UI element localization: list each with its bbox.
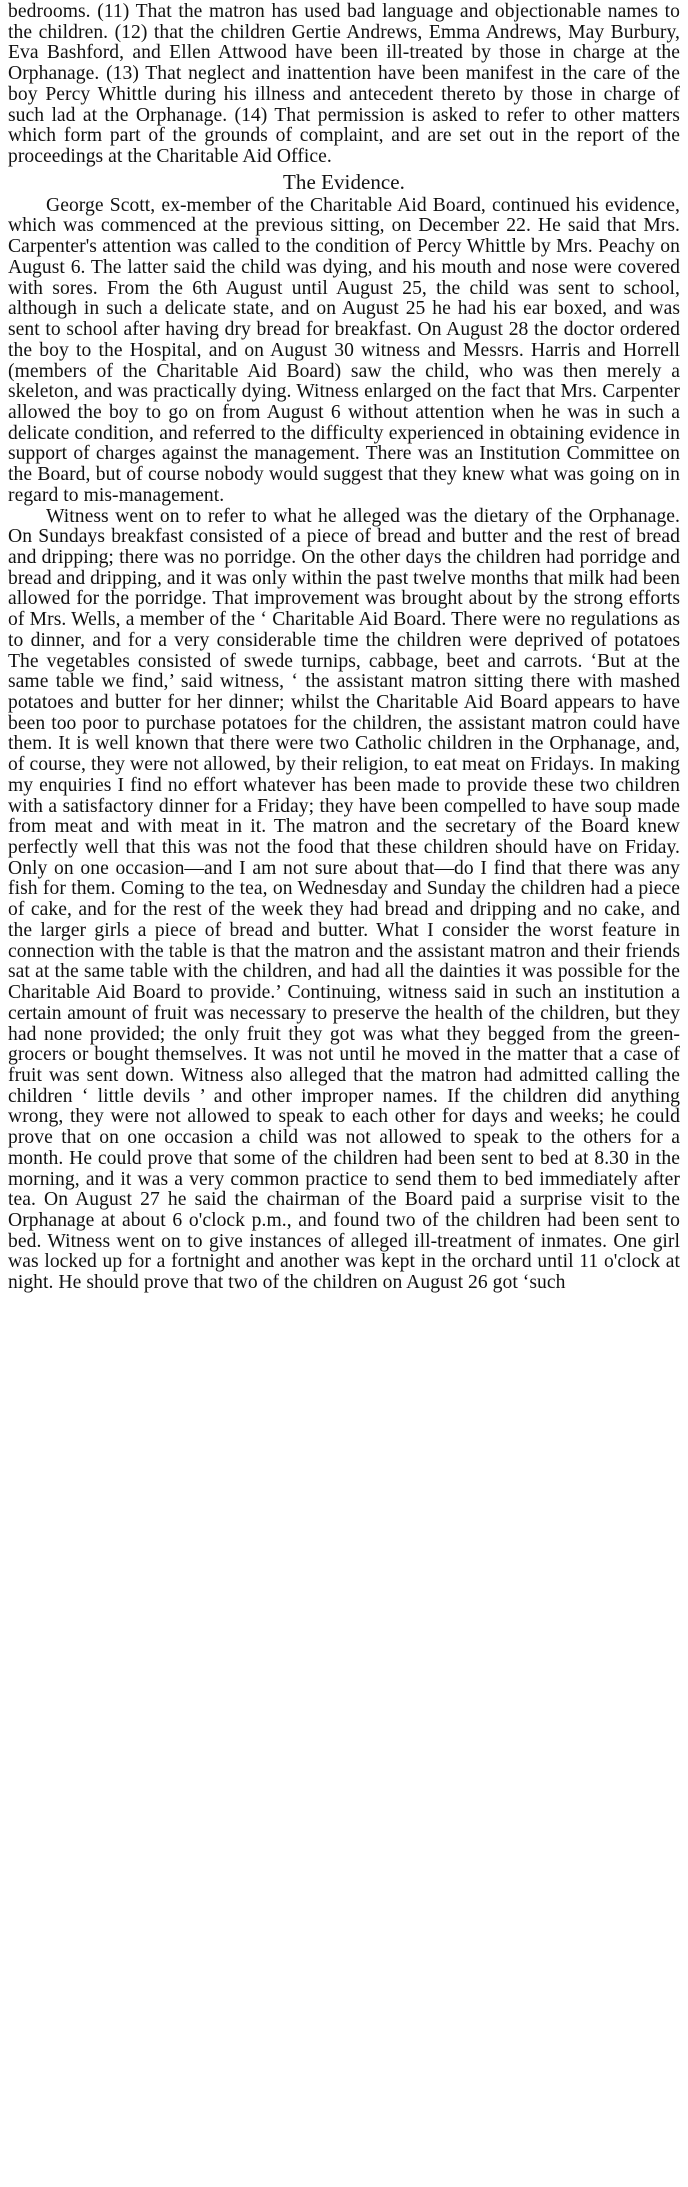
evidence-paragraph-2: Witness went on to refer to what he alleged was the dietary of the Orphanage. On Sundays breakfast consisted of a piece of bread and butter and the rest of bread and dripping; there was no porridge. On the other days the children had porridge and bread and dripping, and it was only within the past twelve months that milk had been allowed for the porridge. That improvement was brought about by the strong efforts of Mrs. Wells, a member of the ‘ Charitable Aid Board. There were no regulations as to dinner, and for a very considerable time the children were deprived of potatoes The vegetables consisted of swede turnips, cabbage, beet and carrots. ‘But at the same table we find,’ said witness, ‘ the assistant matron sitting there with mashed potatoes and butter for her dinner; whilst the Charitable Aid Board appears to have been too poor to purchase potatoes for the children, the assistant matron could have them. It is well known that there were two Catholic children in the Orphanage, and, of course, they were not allowed, by their religion, to eat meat on Fridays. In making my enquiries I find no effort whatever has been made to provide these two children with a satisfactory dinner for a Friday; they have been compelled to have soup made from meat and with meat in it. The matron and the secretary of the Board knew perfectly well that this was not the food that these children should have on Friday. Only on one occasion—and I am not sure about that—do I find that there was any fish for them. Coming to the tea, on Wednesday and Sunday the children had a piece of cake, and for the rest of the week they had bread and dripping and no cake, and the larger girls a piece of bread and butter. What I consider the worst feature in connection with the table is that the matron and the assistant matron and their friends sat at the same table with the children, and had all the dainties it was possible for the Charitable Aid Board to provide.’ Continuing, witness said in such an institution a certain amount of fruit was necessary to preserve the health of the children, but they had none provided; the only fruit they got was what they begged from the green-grocers or bought themselves. It was not until he moved in the matter that a case of fruit was sent down. Witness also alleged that the matron had admitted calling the children ‘ little devils ’ and other improper names. If the children did anything wrong, they were not allowed to speak to each other for days and weeks; he could prove that on one occasion a child was not allowed to speak to the others for a month. He could prove that some of the children had been sent to bed at 8.30 in the morning, and it was a very common practice to send them to bed immediately after tea. On August 27 he said the chairman of the Board paid a surprise visit to the Orphanage at about 6 o'clock p.m., and found two of the children had been sent to bed. Witness went on to give instances of alleged ill-treatment of inmates. One girl was locked up for a fortnight and another was kept in the orchard until 11 o'clock at night. He should prove that two of the children on August 26 got ‘such	[8, 505, 680, 1294]
intro-paragraph: bedrooms. (11) That the matron has used bad language and objectionable names to the children. (12) that the children Gertie Andrews, Emma Andrews, May Burbury, Eva Bashford, and Ellen Attwood have been ill-treated by those in charge at the Orphanage. (13) That neglect and inattention have been manifest in the care of the boy Percy Whittle during his illness and antecedent thereto by those in charge of such lad at the Orphanage. (14) That permission is asked to refer to other matters which form part of the grounds of complaint, and are set out in the report of the proceedings at the Charitable Aid Office.	[8, 1, 680, 168]
evidence-paragraph-1: George Scott, ex-member of the Charitable Aid Board, continued his evidence, which was commenced at the previous sitting, on December 22. He said that Mrs. Carpenter's attention was called to the condition of Percy Whittle by Mrs. Peachy on August 6. The latter said the child was dying, and his mouth and nose were covered with sores. From the 6th August until August 25, the child was sent to school, although in such a delicate state, and on August 25 he had his ear boxed, and was sent to school after having dry bread for breakfast. On August 28 the doctor ordered the boy to the Hospital, and on August 30 witness and Messrs. Harris and Horrell (members of the Charitable Aid Board) saw the child, who was then merely a skeleton, and was practically dying. Witness enlarged on the fact that Mrs. Carpenter allowed the boy to go on from August 6 without attention when he was in such a delicate condition, and referred to the difficulty experienced in obtaining evidence in support of charges against the management. There was an Institution Committee on the Board, but of course nobody would suggest that they knew what was going on in regard to mis-management.	[8, 194, 680, 506]
section-heading: The Evidence.	[283, 169, 405, 194]
